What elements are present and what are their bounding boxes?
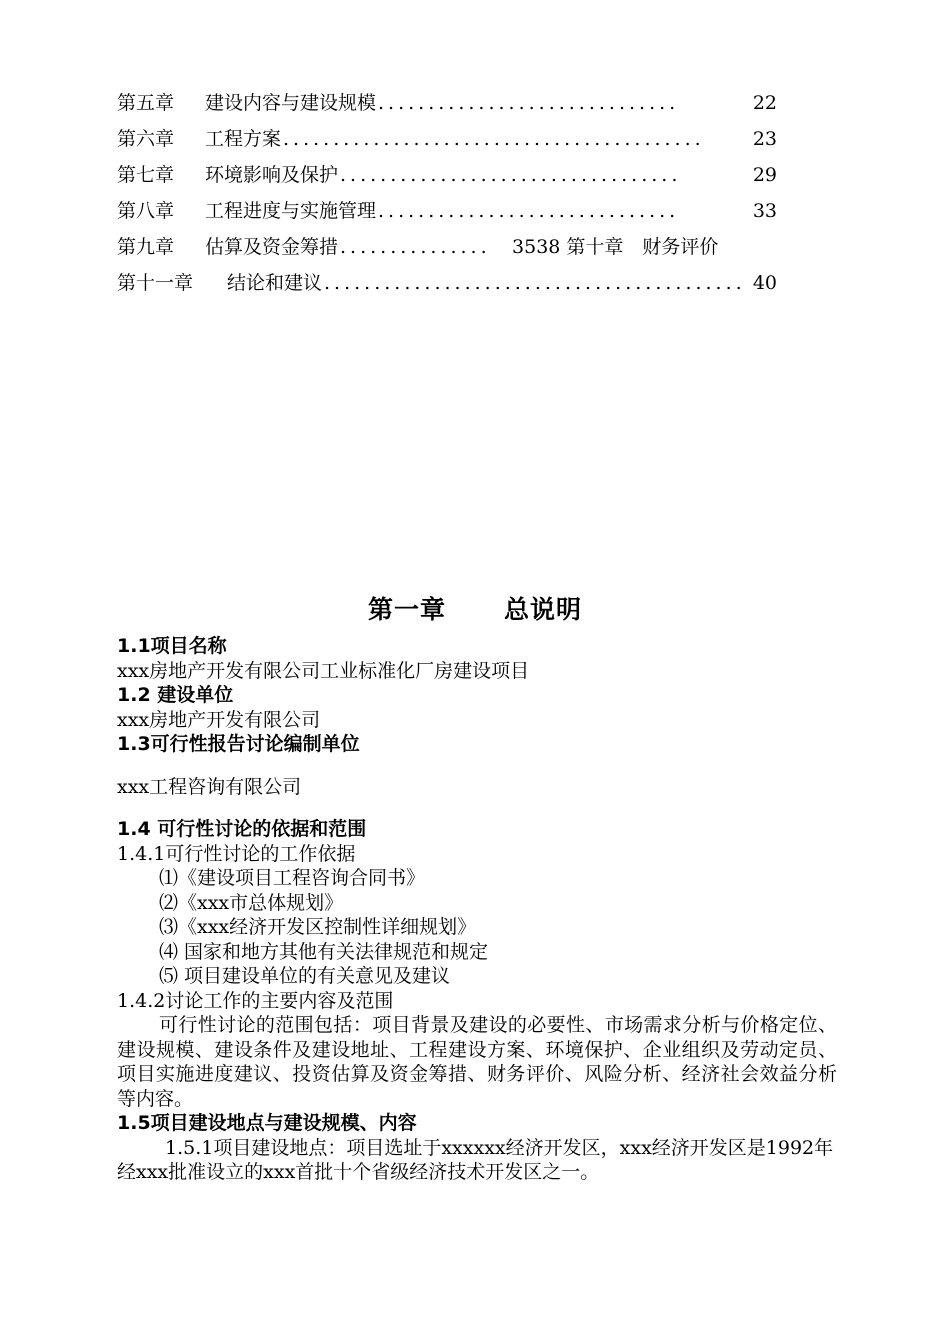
section-heading: 1.3可行性报告讨论编制单位	[117, 733, 360, 755]
toc-title: 工程进度与实施管理	[205, 200, 377, 222]
toc-chapter: 第八章	[117, 200, 175, 222]
list-item: ⑸ 项目建设单位的有关意见及建议	[159, 965, 451, 987]
list-item: ⑵《xxx市总体规划》	[159, 891, 344, 914]
toc-title: 环境影响及保护	[205, 164, 339, 186]
subsection-heading: 1.4.2讨论工作的主要内容及范围	[117, 989, 394, 1012]
toc-leader: ..............................	[378, 200, 680, 222]
list-item: ⑴《建设项目工程咨询合同书》	[159, 867, 426, 889]
toc-chapter: 第七章	[117, 164, 175, 186]
table-of-contents	[117, 88, 777, 304]
section-heading: 1.4 可行性讨论的依据和范围	[117, 818, 367, 840]
toc-title: 结论和建议	[227, 272, 323, 294]
toc-chapter: 第六章	[117, 128, 175, 150]
toc-chapter: 第九章	[117, 236, 175, 258]
toc-leader: ..........................................	[324, 272, 746, 294]
list-item: ⑷ 国家和地方其他有关法律规范和规定	[159, 940, 489, 963]
list-item: ⑶《xxx经济开发区控制性详细规划》	[159, 916, 477, 938]
toc-entry[interactable]	[117, 124, 777, 160]
toc-entry[interactable]	[117, 268, 777, 304]
paragraph: 1.5.1项目建设地点：项目选址于xxxxxx经济开发区，xxx经济开发区是1992年经xxx批准设立的xxx首批十个省级经济技术开发区之一。	[117, 1136, 834, 1183]
toc-title: 建设内容与建设规模	[205, 92, 377, 114]
paragraph: xxx房地产开发有限公司工业标准化厂房建设项目	[117, 659, 530, 682]
toc-entry[interactable]	[117, 232, 777, 268]
toc-page: 40	[752, 272, 777, 294]
toc-entry[interactable]	[117, 88, 777, 124]
toc-page: 33	[752, 200, 777, 222]
paragraph: xxx工程咨询有限公司	[117, 775, 302, 798]
toc-page: 29	[752, 164, 777, 186]
paragraph: 可行性讨论的范围包括：项目背景及建设的必要性、市场需求分析与价格定位、建设规模、建设条件及建设地址、工程建设方案、环境保护、企业组织及劳动定员、项目实施进度建议、投资估算及资金筹措、财务评价、风险分析、经济社会效益分析等内容。	[117, 1014, 837, 1110]
toc-title: 工程方案	[205, 128, 282, 150]
subsection-heading: 1.4.1可行性讨论的工作依据	[117, 842, 356, 865]
toc-leader: ..............................	[378, 92, 680, 114]
toc-leader: ...............	[340, 236, 491, 258]
toc-leader: ..........................................	[283, 128, 705, 150]
toc-chapter: 第十一章	[117, 272, 194, 294]
toc-page: 22	[752, 92, 777, 114]
chapter-title: 总说明	[504, 595, 583, 624]
chapter-number: 第一章	[367, 595, 446, 624]
section-heading: 1.1项目名称	[117, 635, 227, 657]
toc-page: 3538 第十章 财务评价	[512, 236, 719, 258]
document-body	[117, 634, 837, 1185]
section-heading: 1.5项目建设地点与建设规模、内容	[117, 1112, 417, 1134]
toc-title: 估算及资金筹措	[205, 236, 339, 258]
paragraph: xxx房地产开发有限公司	[117, 708, 321, 731]
toc-entry[interactable]	[117, 196, 777, 232]
section-heading: 1.2 建设单位	[117, 684, 234, 706]
toc-chapter: 第五章	[117, 92, 175, 114]
toc-entry[interactable]	[117, 160, 777, 196]
toc-page: 23	[752, 128, 777, 150]
chapter-heading	[0, 590, 950, 626]
toc-leader: ..................................	[340, 164, 682, 186]
